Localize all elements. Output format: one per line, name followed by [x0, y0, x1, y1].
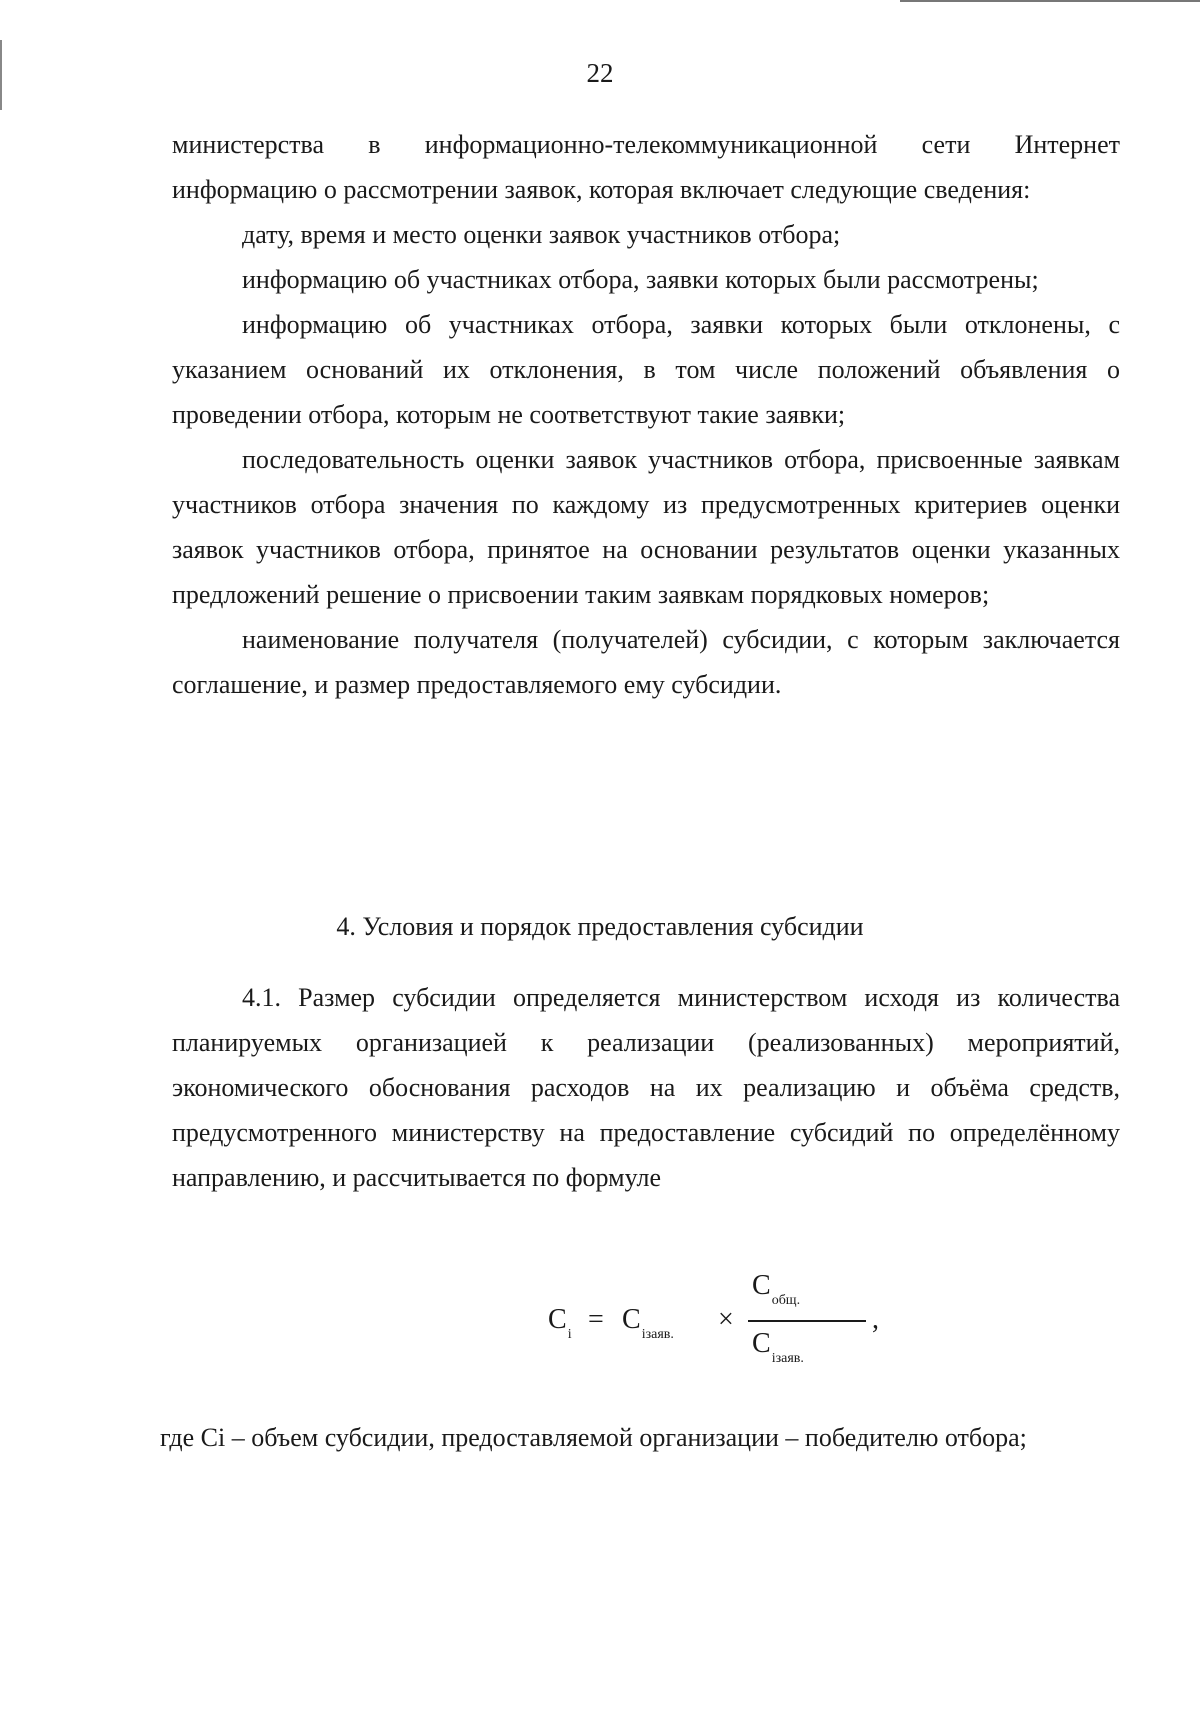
paragraph: информацию об участниках отбора, заявки которых были отклонены, с указанием оснований их отклонения, в том числе положений объявления о проведении отбора, которым не соответствуют такие заявки; — [172, 310, 1120, 429]
paragraph: последовательность оценки заявок участников отбора, присвоенные заявкам участников отбора значения по каждому из предусмотренных критериев оценки заявок участников отбора, принятое на основании результатов оценки указанных предложений решение о присвоении таким заявкам порядковых номеров; — [172, 445, 1120, 609]
paragraph-4-1: 4.1. Размер субсидии определяется министерством исходя из количества планируемых организацией к реализации (реализованных) мероприятий, экономического обоснования расходов на их реализацию и объёма средств, предусмотренного министерству на предоставление субсидий по определённому направлению, и рассчитывается по формуле — [172, 983, 1120, 1192]
fraction-bar — [748, 1320, 866, 1322]
paragraph: наименование получателя (получателей) субсидии, с которым заключается соглашение, и размер предоставляемого ему субсидии. — [172, 625, 1120, 699]
paragraph-where: где Ci – объем субсидии, предоставляемой организации – победителю отбора; — [160, 1423, 1027, 1452]
subsidy-formula — [540, 1270, 879, 1370]
body-text-top — [172, 122, 1120, 707]
formula-comma: , — [872, 1304, 879, 1335]
scan-edge-mark — [900, 0, 1200, 2]
formula-times: × — [718, 1304, 734, 1335]
formula-rhs: $C_{iзаяв.}$ — [622, 1304, 674, 1342]
page-number: 22 — [586, 58, 614, 88]
formula-denominator: $C_{iзаяв.}$ — [752, 1328, 804, 1366]
paragraph: дату, время и место оценки заявок участников отбора; — [242, 220, 841, 249]
paragraph: информацию об участниках отбора, заявки которых были рассмотрены; — [242, 265, 1039, 294]
paragraph: министерства в информационно-телекоммуникационной сети Интернет информацию о рассмотрении заявок, которая включает следующие сведения: — [172, 130, 1120, 204]
formula-numerator: $C_{общ.}$ — [752, 1270, 801, 1308]
formula-lhs: $C_i$ — [548, 1304, 572, 1342]
section-heading: 4. Условия и порядок предоставления субсидии — [336, 912, 864, 941]
formula-equals: = — [588, 1304, 604, 1335]
body-text-where — [160, 1415, 1120, 1460]
body-text-section-4 — [172, 975, 1120, 1200]
